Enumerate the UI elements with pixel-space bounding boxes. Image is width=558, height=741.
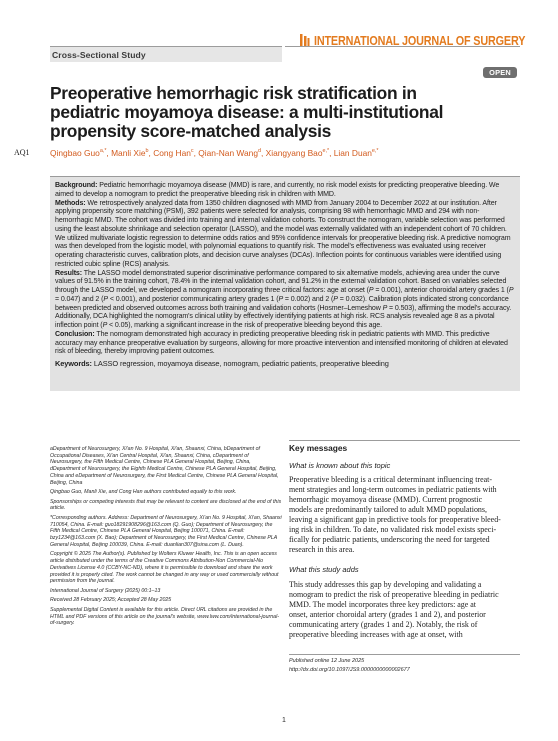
abstract-label: Results:	[55, 269, 83, 277]
copyright-note: Copyright © 2025 The Author(s). Published by Wolters Kluwer Health, Inc. This is an open access article distributed under the terms of the Creative Commons Attribution-Non Commercial-No Derivatives License 4.0 (CCBY-NC-ND), where it is permissible to download and share the work provided it is properly cited. The work cannot be changed in any way or used commercially without permission from the journal.	[50, 551, 279, 585]
text-line: ment strategies and long-term outcomes in pediatric patients with	[289, 485, 497, 495]
p-symbol: P	[102, 322, 108, 329]
title-line: pediatric moyamoya disease: a multi-institutional	[50, 102, 444, 122]
sponsorships-note: Sponsorships or competing interests that may be relevant to content are disclosed at the end of this article.	[50, 498, 282, 512]
journal-logo-icon	[298, 33, 310, 47]
known-heading: What is known about this topic	[289, 461, 391, 470]
text-line: onset, anterior choroidal artery (grades 1 and 2), and posterior	[289, 610, 486, 620]
author-affiliation: c	[190, 148, 194, 155]
text-line: communicating artery (grades 1 and 2). Notably, the risk of	[289, 620, 478, 630]
author-query-marker: AQ1	[14, 148, 30, 157]
adds-heading: What this study adds	[289, 565, 359, 574]
p-symbol: P	[103, 295, 108, 303]
text-line: ing risk in children. To date, no validated risk model exists speci-	[289, 525, 497, 535]
abstract-text: = 0.503), affirming the model's accuracy. Additionally, DCA highlighted the nomogram's clinical utility by effectively identifying patients at high risk. RCS analysis revealed age 8 as a pivotal inflection point (	[55, 304, 512, 329]
affiliations-note: aDepartment of Neurosurgery, Xi'an No. 9 Hospital, Xi'an, Shaanxi, China, bDepartment of Occupational Diseases, Xi'an Central Hospital, Xi'an, Shaanxi, China, cDepartment of Neurosurgery, the Fifth Medical Centre, Chinese PLA General Hospital, Beijing, China, dDepartment of Neurosurgery, the Eighth Medical Centre, Chinese PLA General Hospital, Beijing, China and eDepartment of Neurosurgery, the First Medical Centre, Chinese PLA General Hospital, Beijing, China	[50, 446, 279, 486]
text-line: This study addresses this gap by developing and validating a	[289, 580, 482, 589]
abstract-text: The nomogram demonstrated high accuracy in predicting preoperative bleeding risk in pediatric patients with MMD. This predictive accuracy may enhance preoperative evaluation by surgeons, allowing for more proactive intervention and intensified monitoring of children at elevated risk of bleeding, thereby improving patient outcomes.	[55, 330, 508, 356]
author-name[interactable]: Manli Xie	[111, 148, 146, 158]
adds-text	[289, 580, 520, 640]
author-name[interactable]: Qingbao Guo	[50, 148, 100, 158]
footnotes-column	[50, 446, 282, 630]
author-affiliation: a,*	[99, 148, 107, 155]
text-line: preoperative bleeding increases with age at onset, with	[289, 630, 463, 640]
abstract-conclusion	[55, 331, 515, 357]
received-note: Received 28 February 2025; Accepted 28 May 2025	[50, 597, 172, 604]
journal-brand	[298, 30, 558, 50]
text-line: Preoperative bleeding is a critical determinant influencing treat-	[289, 475, 492, 484]
p-symbol: P	[382, 304, 388, 312]
correspondence-note: *Corresponding authors. Address: Department of Neurosurgery, Xi'an No. 9 Hospital, Xi'an, Shaanxi 710054, China. E-mail: guo18291908296@163.com (Q. Guo); Department of Neurosurgery, the Fifth Medical Centre, Chinese PLA General Hospital, Beijing 100071, China. E-mail: bzy1234@163.com (X. Bao); Department of Neurosurgery, the First Medical Centre, Chinese PLA General Hospital, Beijing 100039, China. E-mail: duanlian307@sina.com (L. Duan).	[50, 515, 282, 548]
abstract-text: = 0.032). Calibration plots indicated strong concordance between predicted and observed outcomes across both training and validation cohorts (Hosmer–Lemeshow	[55, 295, 509, 312]
abstract-background	[55, 182, 515, 200]
abstract-label: Methods:	[55, 199, 86, 207]
abstract-label: Keywords:	[55, 359, 92, 368]
abstract-text: < 0.05), marking a significant increase in the risk of preoperative bleeding beyond this age.	[107, 322, 382, 329]
p-symbol: P	[278, 295, 284, 303]
author-name[interactable]: Lian Duan	[333, 148, 372, 158]
author-affiliation: e,*	[371, 148, 379, 155]
author-list: Qingbao Guo$^{a,*}$, Manli Xie$^b$, Cong Han$^c$, Qian-Nan Wang$^d$, Xiangyang Bao$^{e,*}$, Lian Duan$^{e,*}$	[50, 148, 379, 158]
text-line: MMD. The model incorporates three key predictors: age at	[289, 600, 476, 610]
section-tag: Cross-Sectional Study	[50, 46, 282, 62]
abstract-text: We retrospectively analyzed data from 1350 children diagnosed with MMD from January 2004 to December 2022 at our institution. After applying propensity score matching (PSM), 392 patients were selected for analysis, comprising 98 with hemorrhagic MMD and 294 with non-hemorrhagic MMD. The cohort was divided into training and internal validation cohorts. To construct the nomogram, variable selection was performed using the least absolute shrinkage and selection operator (LASSO), and the model was externally validated with an independent cohort of 70 children. We utilized multivariate logistic regression to determine odds ratios and 95% confidence intervals for preoperative bleeding risk. A predictive nomogram was then developed from the logistic model, with polynomial equations to quantify risk. The model's effectiveness was evaluated using receiver operating characteristic curves, calibration plots, and decision curve analyses (DCAs). Inflection points for continuous variables were identified using restricted cubic spline (RCS) analysis.	[55, 199, 511, 268]
text-line: nomogram to predict the risk of preoperative bleeding in pediatric	[289, 590, 499, 600]
supplemental-note: Supplemental Digital Content is available for this article. Direct URL citations are provided in the HTML and PDF versions of this article on the journal's website, www.lww.com/international-journal-of-surgery.	[50, 607, 279, 627]
author-affiliation: b	[145, 148, 149, 155]
key-messages-heading: Key messages	[289, 443, 348, 453]
abstract-text: = 0.047) and 2 (	[55, 295, 104, 303]
published-date: Published online 12 June 2025	[289, 658, 365, 664]
abstract-text: = 0.002) and 2 (	[283, 295, 334, 303]
abstract-label: Conclusion:	[55, 330, 95, 338]
text-line: leaving a significant gap in predictive tools for preoperative bleed-	[289, 515, 501, 525]
equal-contribution-note: Qingbao Guo, Manli Xie, and Cong Han authors contributed equally to this work.	[50, 489, 237, 496]
known-text	[289, 475, 520, 555]
text-line: hemorrhagic moyamoya disease (MMD). Current prognostic	[289, 495, 483, 505]
abstract-text: < 0.001), and posterior communicating artery grades 1 (	[107, 295, 279, 303]
abstract-box	[50, 176, 520, 391]
title-line: Preoperative hemorrhagic risk stratification in	[50, 83, 417, 103]
abstract-text: Pediatric hemorrhagic moyamoya disease (MMD) is rare, and currently, no risk model exists for predicting preoperative bleeding. We aimed to develop a nomogram to predict the preoperative bleeding risk in children with MMD.	[55, 182, 500, 198]
key-messages-rule	[289, 440, 520, 441]
text-line: fically for pediatric patients, underscoring the need for targeted	[289, 535, 490, 545]
open-access-badge: OPEN	[483, 67, 517, 78]
keywords-text: LASSO regression, moyamoya disease, nomogram, pediatric patients, preoperative bleeding	[93, 359, 389, 368]
abstract-text: = 0.001), anterior choroidal artery grades 1 (	[373, 287, 509, 294]
abstract-results	[55, 270, 515, 331]
abstract-methods	[55, 200, 515, 270]
text-line: models are predominantly tailored to adult MMD populations,	[289, 505, 487, 515]
doi-link[interactable]: http://dx.doi.org/10.1097/JS9.0000000000002677	[289, 667, 410, 673]
author-name[interactable]: Cong Han	[153, 148, 191, 158]
text-line: research in this area.	[289, 545, 355, 555]
journal-name: INTERNATIONAL JOURNAL OF SURGERY	[314, 32, 526, 48]
abstract-text: The LASSO model demonstrated superior discriminative performance compared to six alternative models, achieving area under the curve values of 91.5% in the training cohort, 78.4% in the internal validation cohort, and 91.2% in the external validation cohort. Based on variables selected through the LASSO model, we developed a nomogram incorporating three critical factors: age at onset (	[55, 269, 507, 294]
p-symbol: P	[368, 287, 374, 294]
author-affiliation: d	[258, 148, 262, 155]
page-number: 1	[282, 717, 286, 724]
author-affiliation: e,*	[322, 148, 330, 155]
p-symbol: P	[333, 295, 338, 303]
abstract-label: Background:	[55, 182, 98, 189]
article-title	[50, 84, 520, 141]
title-line: propensity score-matched analysis	[50, 121, 332, 141]
citation-note: International Journal of Surgery (2025) 00:1–13	[50, 587, 161, 594]
publication-rule	[289, 654, 520, 655]
author-name[interactable]: Xiangyang Bao	[265, 148, 323, 158]
p-symbol: P	[508, 287, 514, 294]
abstract-keywords	[55, 360, 515, 369]
author-name[interactable]: Qian-Nan Wang	[198, 148, 259, 158]
